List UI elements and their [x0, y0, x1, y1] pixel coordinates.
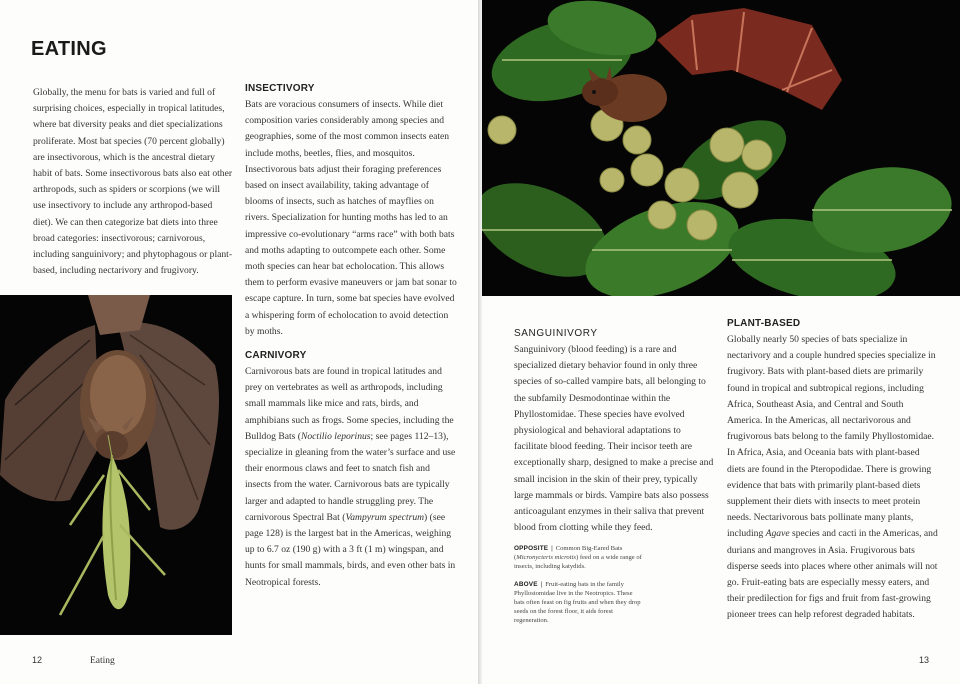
plant-based-section: [727, 318, 939, 624]
intro-paragraph: Globally, the menu for bats is varied and full of surprising choices, especially in tropical latitudes, where bat diversity peaks and diet specializations proliferate. Most bat species (70 percent globally) are insectivorous, which is the ancestral dietary habit of bats. Some insectivorous bats also eat other arthropods, such as spiders or scorpions (we will use insectivory to include any arthropod-based diet). We can then categorize bat diets into three broad categories: insectivorous; carnivorous, including sanguinivory; and phytophagous or plant-based, including nectarivory and frugivory.: [33, 87, 233, 277]
sanguinivory-heading: SANGUINIVORY: [514, 328, 598, 339]
page-number-left: 12: [32, 655, 43, 665]
carnivory-paragraph: Carnivorous bats are found in tropical latitudes and prey on vertebrates as well as arthropods, including small mammals like mice and rats, birds, and amphibians such as frogs. Some species, including the Bulldog Bats (Noctilio leporinus; see pages 112–13), specialize in gleaning from the water’s surface and use their enormous claws and feet to snatch fish and insects from the water. Carnivorous bats are typically larger and adapted to handle struggling prey. The carnivorous Spectral Bat (Vampyrum spectrum) (see page 128) is the largest bat in the Americas, weighing up to 6.7 oz (190 g) with a 3 ft (1 m) wingspan, and hunts for small mammals, birds, and even other bats in Neotropical forests.: [245, 366, 456, 588]
sanguinivory-section: [514, 328, 714, 536]
photo-captions: [514, 545, 644, 635]
micronycteris-species-name: Micronycteris microtis: [516, 553, 576, 561]
left-page: [0, 0, 478, 684]
fruit-bat-fig-photo: [482, 0, 960, 296]
insectivory-paragraph: Bats are voracious consumers of insects. While diet composition varies considerably among species and geographies, some of the most common insects eaten include moths, beetles, flies, and mosquitos. Insectivorous bats adjust their foraging preferences based on insect availability, taking advantage of blooms of insects, such as hatches of mayflies on rivers. Specialization for hunting moths has led to an impressive co-evolutionary “arms race” with both bats and moths adapting to outcompete each other. Some moth species can hear bat echolocation. This allows them to perform evasive maneuvers or jam bat sonar to escape capture. In turn, some bat species have evolved a whispering form of echolocation to avoid detection by moths.: [245, 99, 457, 337]
page-number-right: 13: [919, 655, 930, 665]
running-head: Eating: [90, 656, 115, 666]
caption-above-label: ABOVE: [514, 581, 538, 589]
chapter-title: EATING: [31, 38, 107, 60]
right-page: [482, 0, 960, 684]
plant-based-heading: PLANT-BASED: [727, 318, 801, 329]
carnivory-heading: CARNIVORY: [245, 350, 307, 362]
left-text-column: [245, 83, 457, 591]
insectivory-heading: INSECTIVORY: [245, 83, 315, 94]
noctilio-species-name: Noctilio leporinus: [300, 430, 371, 442]
caption-opposite: OPPOSITE | Common Big-Eared Bats (Micronycteris microtis) feed on a wide range of insects, including katydids.: [514, 545, 642, 570]
caption-above: ABOVE | Fruit-eating bats in the family Phyllostomidae live in the Neotropics. These bats often feast on fig fruits and when they drop seeds on the forest floor, it aids forest regeneration.: [514, 581, 641, 624]
sanguinivory-paragraph: Sanguinivory (blood feeding) is a rare and specialized dietary behavior found in only three species of so-called vampire bats, all belonging to the subfamily Desmodontinae within the Phyllostomidae. These species have evolved physiological and behavioral adaptations to facilitate blood feeding. Their incisor teeth are exceptionally sharp, designed to make a precise and small incision in the skin of their prey, typically large mammals or birds. Vampire bats also possess anticoagulant enzymes in their saliva that prevent blood from clotting while they feed.: [514, 344, 714, 534]
vampyrum-species-name: Vampyrum spectrum: [345, 511, 425, 523]
agave-name: Agave: [765, 528, 790, 540]
plant-based-paragraph: Globally nearly 50 species of bats specialize in nectarivory and a couple hundred species specialize in frugivory. Bats with plant-based diets are primarily found in tropical and subtropical regions, including Africa, Southeast Asia, and Central and South America. In the Americas, all nectarivorous and frugivorous bats belong to the family Phyllostomidae. In Africa, Asia, and Oceania bats with plant-based diets are found in the Pteropodidae. There is growing evidence that bats with primarily plant-based diets supplement their diets with insects to meet protein needs. Nectarivorous bats pollinate many plants, including Agave species and cacti in the Americas, and durians and mangroves in Asia. Frugivorous bats disperse seeds into places where other animals will not go. Fruit-eating bats are especially messy eaters, and their predilection for figs and fruit from fast-growing pioneer trees can help reforest degraded habitats.: [727, 334, 938, 621]
bat-eating-katydid-photo: [0, 295, 232, 635]
caption-opposite-label: OPPOSITE: [514, 545, 549, 552]
